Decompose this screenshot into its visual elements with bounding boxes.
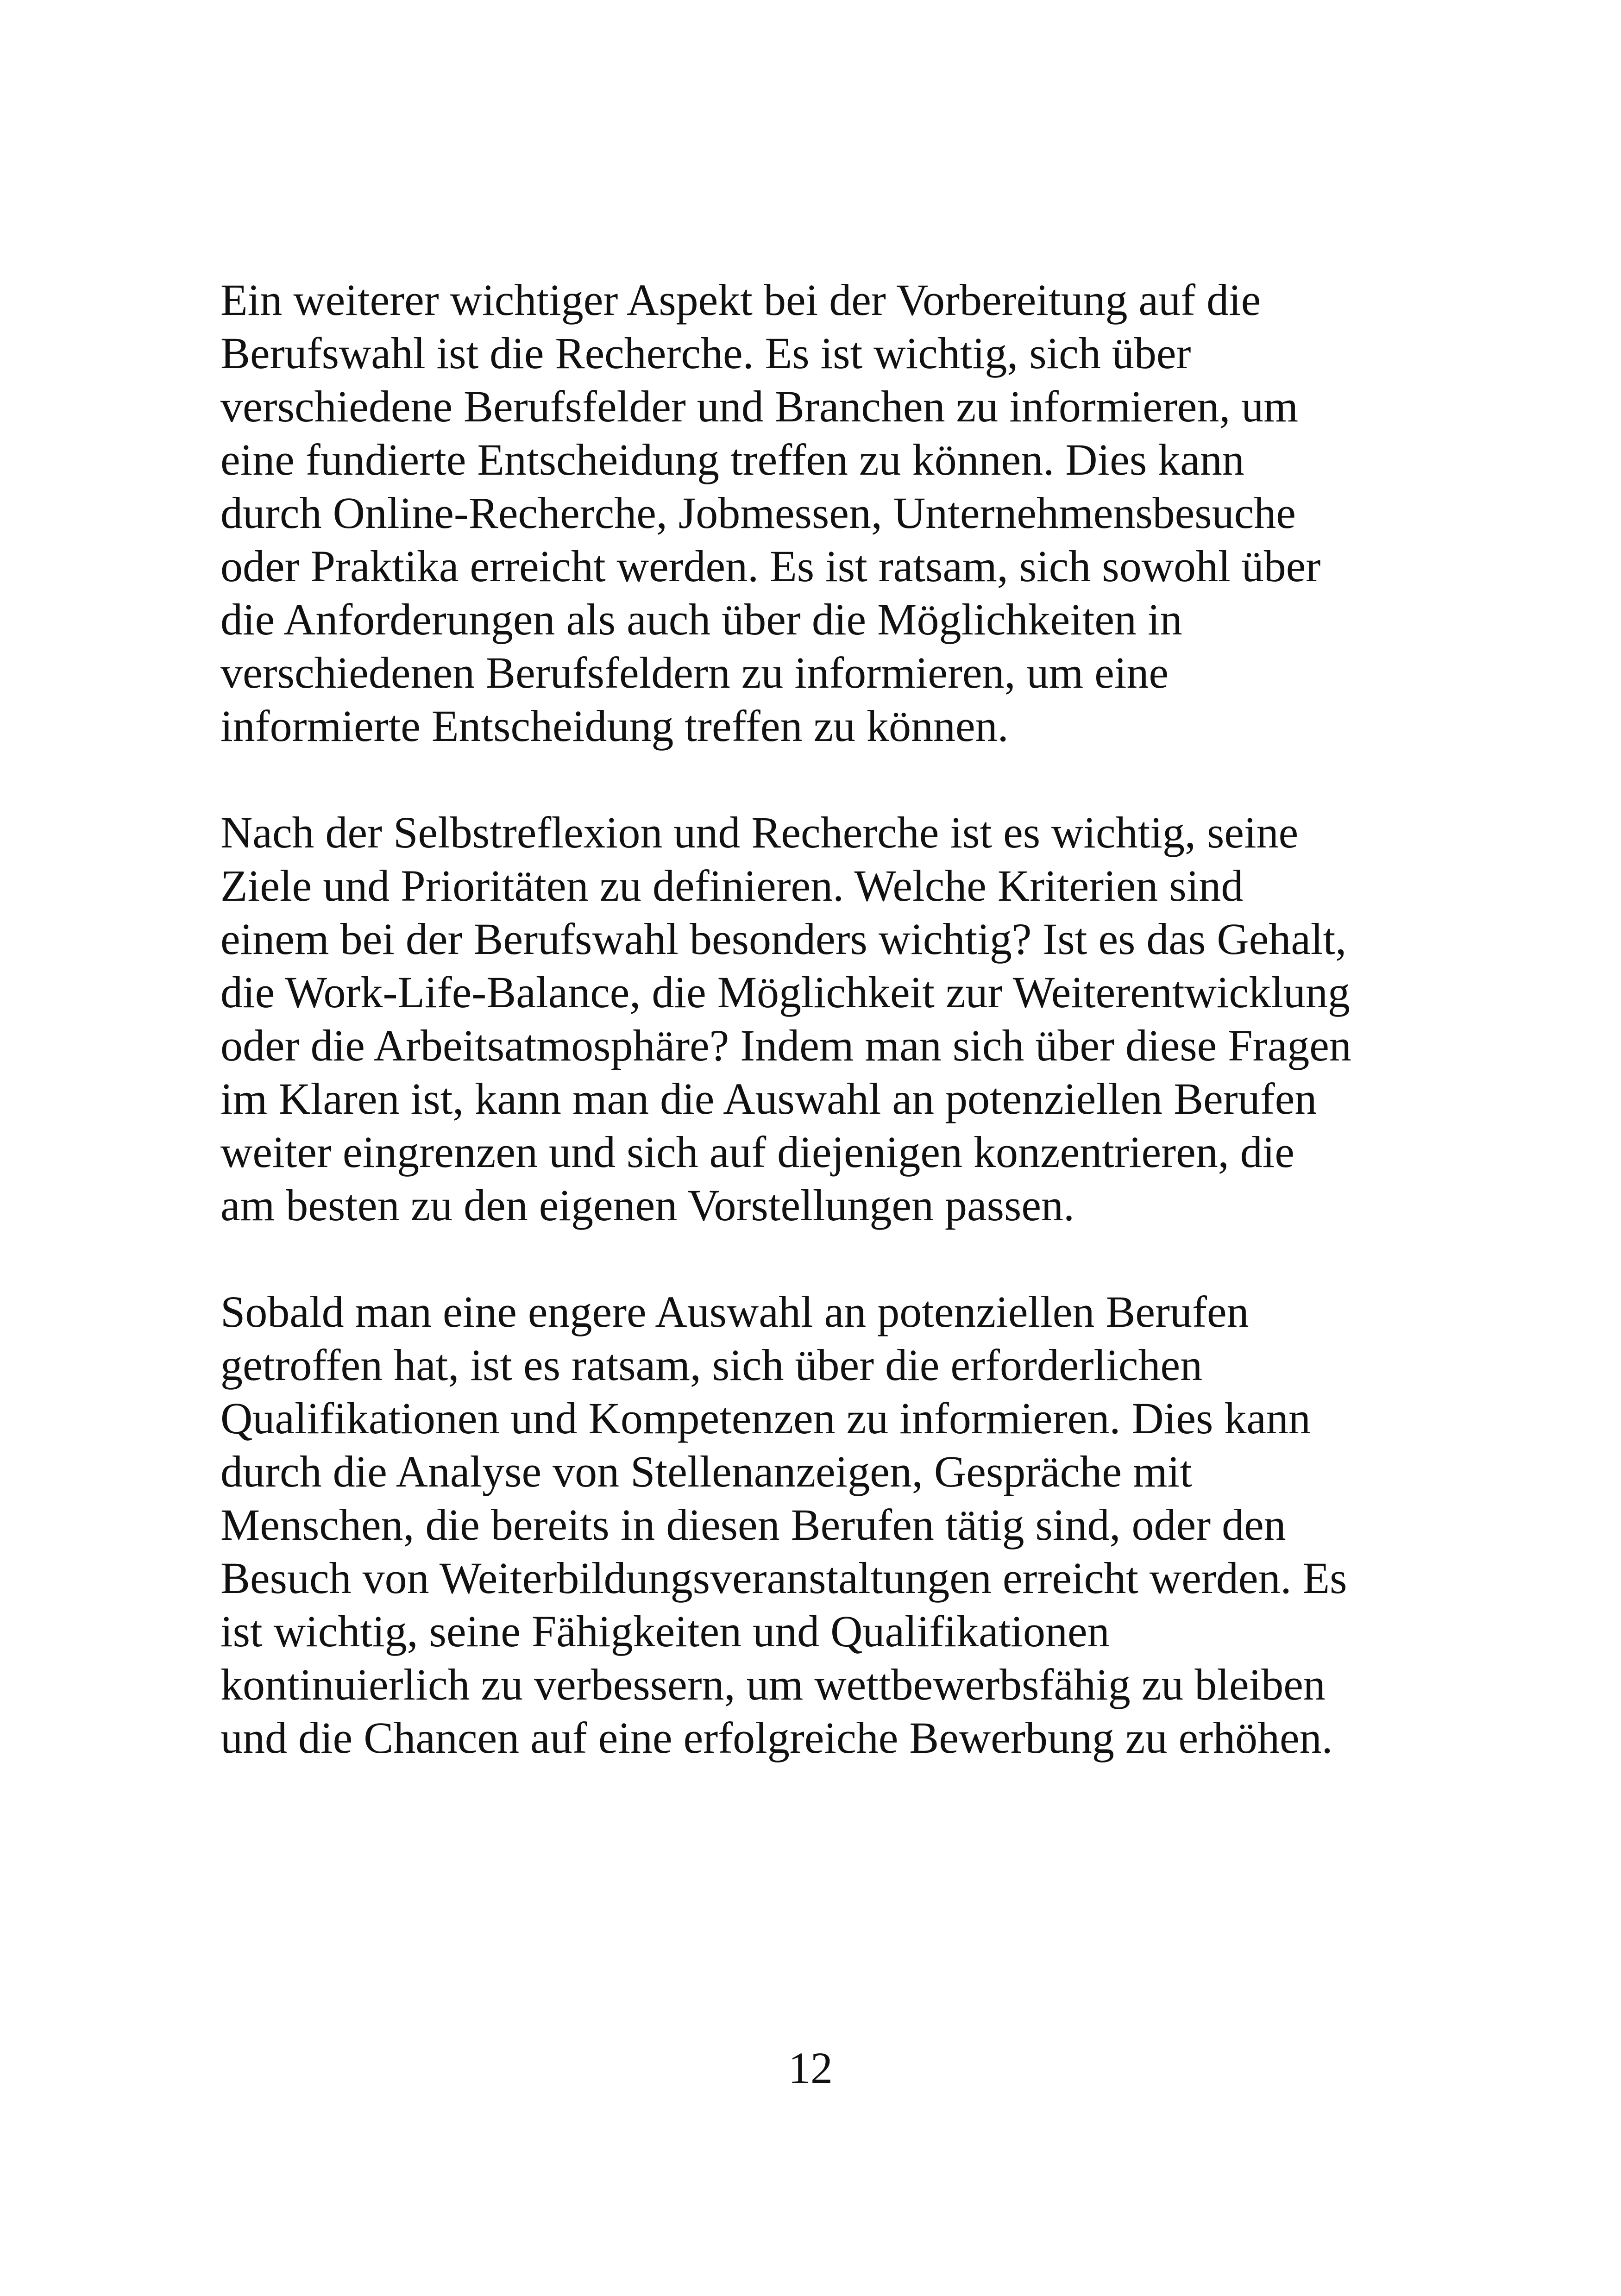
text-line: Besuch von Weiterbildungsveranstaltungen erreicht werden. Es <box>220 1553 1347 1603</box>
text-line: ist wichtig, seine Fähigkeiten und Qualifikationen <box>220 1606 1110 1656</box>
text-line: kontinuierlich zu verbessern, um wettbewerbsfähig zu bleiben <box>220 1660 1326 1709</box>
text-line: eine fundierte Entscheidung treffen zu können. Dies kann <box>220 435 1244 484</box>
text-line: getroffen hat, ist es ratsam, sich über die erforderlichen <box>220 1340 1203 1390</box>
text-line: einem bei der Berufswahl besonders wichtig? Ist es das Gehalt, <box>220 914 1347 964</box>
text-line: Menschen, die bereits in diesen Berufen tätig sind, oder den <box>220 1500 1286 1549</box>
text-line: durch die Analyse von Stellenanzeigen, Gespräche mit <box>220 1447 1192 1496</box>
text-line: durch Online-Recherche, Jobmessen, Unternehmensbesuche <box>220 488 1296 538</box>
page-number: 12 <box>788 2043 833 2093</box>
text-line: verschiedenen Berufsfeldern zu informieren, um eine <box>220 648 1169 697</box>
text-line: oder Praktika erreicht werden. Es ist ratsam, sich sowohl über <box>220 541 1321 591</box>
paragraph-ziele <box>220 806 1434 1232</box>
text-line: verschiedene Berufsfelder und Branchen zu informieren, um <box>220 382 1299 431</box>
text-line: die Anforderungen als auch über die Möglichkeiten in <box>220 595 1182 644</box>
text-line: Berufswahl ist die Recherche. Es ist wichtig, sich über <box>220 328 1191 378</box>
text-line: Sobald man eine engere Auswahl an potenziellen Berufen <box>220 1287 1249 1336</box>
body-text <box>220 273 1434 1764</box>
text-line: Ziele und Prioritäten zu definieren. Welche Kriterien sind <box>220 861 1244 910</box>
text-line: Nach der Selbstreflexion und Recherche ist es wichtig, seine <box>220 808 1299 857</box>
text-line: die Work-Life-Balance, die Möglichkeit zur Weiterentwicklung <box>220 967 1350 1017</box>
text-line: am besten zu den eigenen Vorstellungen passen. <box>220 1180 1074 1230</box>
paragraph-recherche <box>220 273 1434 753</box>
paragraph-qualifikationen <box>220 1285 1434 1764</box>
text-line: weiter eingrenzen und sich auf diejenigen konzentrieren, die <box>220 1127 1294 1177</box>
text-line: Ein weiterer wichtiger Aspekt bei der Vorbereitung auf die <box>220 275 1261 325</box>
text-line: im Klaren ist, kann man die Auswahl an potenziellen Berufen <box>220 1074 1317 1123</box>
text-line: und die Chancen auf eine erfolgreiche Bewerbung zu erhöhen. <box>220 1713 1333 1763</box>
text-line: informierte Entscheidung treffen zu können. <box>220 701 1009 751</box>
text-line: oder die Arbeitsatmosphäre? Indem man sich über diese Fragen <box>220 1021 1351 1070</box>
text-line: Qualifikationen und Kompetenzen zu informieren. Dies kann <box>220 1393 1311 1443</box>
